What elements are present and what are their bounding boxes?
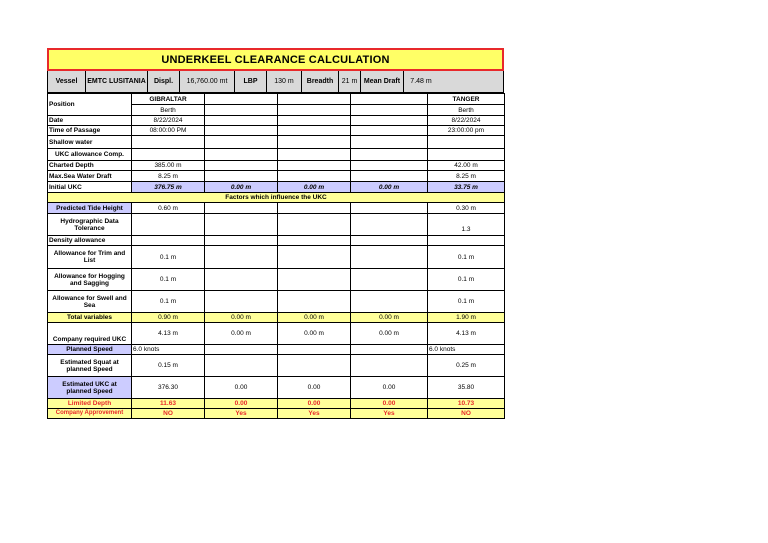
wp1-initial-ukc: 0.00 m [205,182,278,193]
arrival-swell[interactable]: 0.1 m [428,291,505,313]
departure-limited: 11.63 [132,399,205,409]
departure-hog[interactable]: 0.1 m [132,269,205,291]
density-label: Density allowance [48,236,132,246]
charted-depth-label: Charted Depth [48,161,132,171]
wp2-total: 0.00 m [278,313,351,323]
arrival-tide[interactable]: 0.30 m [428,203,505,214]
wp1-ukc-speed: 0.00 [205,377,278,399]
table-row [48,161,505,171]
wp1-company-ukc: 0.00 m [205,323,278,345]
departure-company-ukc: 4.13 m [132,323,205,345]
table-row [48,126,505,136]
arrival-ukc-speed: 35.80 [428,377,505,399]
wp3-initial-ukc: 0.00 m [351,182,428,193]
wp3-approval: Yes [351,409,428,419]
wp2-approval: Yes [278,409,351,419]
factors-heading: Factors which influence the UKC [48,193,505,203]
arrival-date[interactable]: 8/22/2024 [428,116,505,126]
arrival-total: 1.90 m [428,313,505,323]
table-row [48,149,505,161]
table-row [48,116,505,126]
departure-port[interactable]: GIBRALTAR [132,94,205,105]
table-row [48,94,505,105]
mean-draft-value[interactable]: 7.48 m [410,78,432,85]
breadth-value[interactable]: 21 m [339,71,361,92]
departure-swell[interactable]: 0.1 m [132,291,205,313]
table-row [48,203,505,214]
departure-total: 0.90 m [132,313,205,323]
arrival-position[interactable]: Berth [428,105,505,116]
departure-tide[interactable]: 0.60 m [132,203,205,214]
arrival-hydro[interactable]: 1.3 [428,214,505,236]
time-label: Time of Passage [48,126,132,136]
arrival-charted-depth[interactable]: 42.00 m [428,161,505,171]
breadth-label: Breadth [302,71,339,92]
wp2-company-ukc: 0.00 m [278,323,351,345]
arrival-speed[interactable]: 6.0 knots [428,345,505,355]
wp2-limited: 0.00 [278,399,351,409]
arrival-max-draft[interactable]: 8.25 m [428,171,505,182]
wp3-ukc-speed: 0.00 [351,377,428,399]
wp2-ukc-speed: 0.00 [278,377,351,399]
wp2-initial-ukc: 0.00 m [278,182,351,193]
arrival-initial-ukc: 33.75 m [428,182,505,193]
departure-position[interactable]: Berth [132,105,205,116]
table-row [48,171,505,182]
arrival-company-ukc: 4.13 m [428,323,505,345]
departure-charted-depth[interactable]: 385.00 m [132,161,205,171]
table-row [48,323,505,345]
wp3-company-ukc: 0.00 m [351,323,428,345]
ukc-allowance-label: UKC allowance Comp. [48,149,132,161]
wp1-limited: 0.00 [205,399,278,409]
table-row [48,182,505,193]
table-row [48,377,505,399]
squat-label: Estimated Squat at planned Speed [48,355,132,377]
departure-squat: 0.15 m [132,355,205,377]
hogging-label: Allowance for Hogging and Sagging [48,269,132,291]
table-row [48,345,505,355]
initial-ukc-label: Initial UKC [48,182,132,193]
total-variables-label: Total variables [48,313,132,323]
tide-height-label: Predicted Tide Height [48,203,132,214]
departure-max-draft[interactable]: 8.25 m [132,171,205,182]
arrival-approval: NO [428,409,505,419]
shallow-water-label: Shallow water [48,136,132,149]
table-row [48,269,505,291]
departure-date[interactable]: 8/22/2024 [132,116,205,126]
position-label: Position [48,94,132,116]
departure-ukc-speed: 376.30 [132,377,205,399]
table-row [48,291,505,313]
wp1-total: 0.00 m [205,313,278,323]
ukc-table [47,93,505,419]
company-approvement-label: Company Approvement [48,409,132,419]
vessel-header-row [47,71,504,93]
displ-label: Displ. [148,71,180,92]
arrival-hog[interactable]: 0.1 m [428,269,505,291]
arrival-time[interactable]: 23:00:00 pm [428,126,505,136]
departure-initial-ukc: 376.75 m [132,182,205,193]
ukc-sheet [47,48,504,419]
wp1-approval: Yes [205,409,278,419]
table-row [48,246,505,269]
departure-speed[interactable]: 6.0 knots [132,345,205,355]
mean-draft-label: Mean Draft [361,71,404,92]
departure-time[interactable]: 08:00:00 PM [132,126,205,136]
wp3-limited: 0.00 [351,399,428,409]
departure-approval: NO [132,409,205,419]
table-row [48,136,505,149]
max-draft-label: Max.Sea Water Draft [48,171,132,182]
ukc-speed-label: Estimated UKC at planned Speed [48,377,132,399]
table-row [48,399,505,409]
vessel-label: Vessel [48,71,86,92]
arrival-trim[interactable]: 0.1 m [428,246,505,269]
arrival-port[interactable]: TANGER [428,94,505,105]
date-label: Date [48,116,132,126]
displ-value[interactable]: 16,760.00 mt [180,71,235,92]
swell-label: Allowance for Swell and Sea [48,291,132,313]
vessel-name[interactable]: EMTC LUSITANIA [86,71,148,92]
limited-depth-label: Limited Depth [48,399,132,409]
table-row [48,313,505,323]
table-row [48,193,505,203]
table-row [48,355,505,377]
lbp-value[interactable]: 130 m [267,71,302,92]
table-row [48,236,505,246]
lbp-label: LBP [235,71,267,92]
company-ukc-label: Company required UKC [48,323,132,345]
arrival-squat: 0.25 m [428,355,505,377]
hydrographic-label: Hydrographic Data Tolerance [48,214,132,236]
sheet-title: UNDERKEEL CLEARANCE CALCULATION [47,48,504,71]
planned-speed-label: Planned Speed [48,345,132,355]
arrival-limited: 10.73 [428,399,505,409]
departure-trim[interactable]: 0.1 m [132,246,205,269]
table-row [48,214,505,236]
table-row [48,409,505,419]
trim-label: Allowance for Trim and List [48,246,132,269]
wp3-total: 0.00 m [351,313,428,323]
